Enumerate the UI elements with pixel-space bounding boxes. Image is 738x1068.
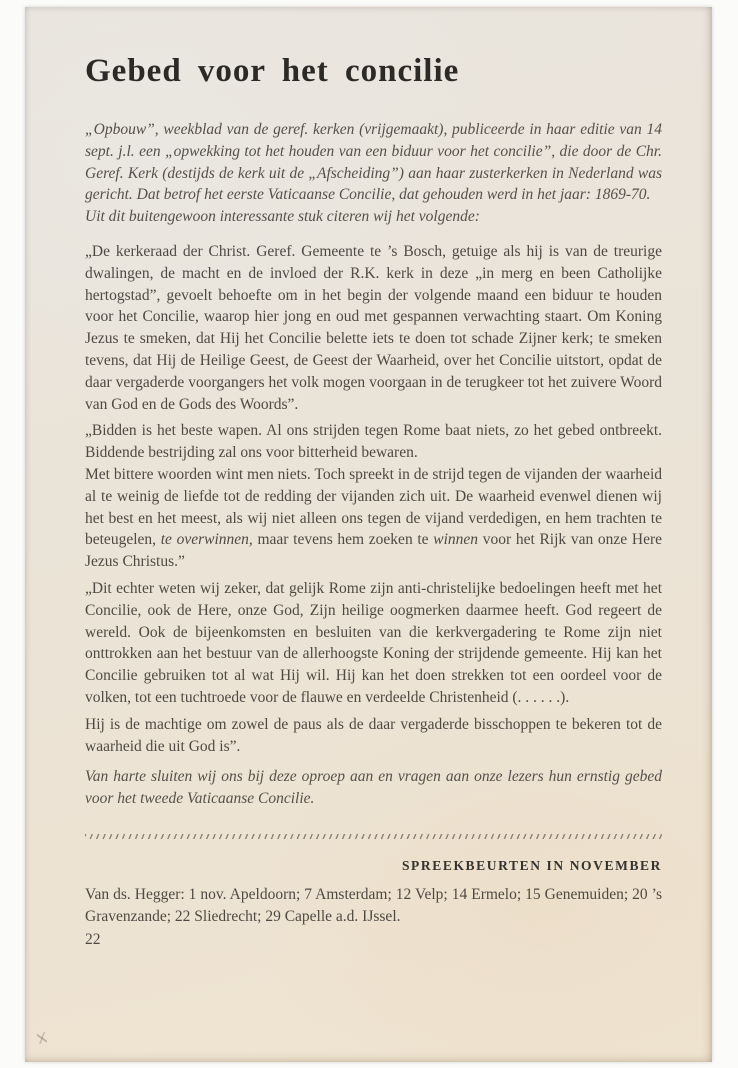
quote-paragraph-4: „Dit echter weten wij zeker, dat gelijk Rome zijn anti-christelijke bedoelingen heeft met het Concilie, ook de Here, onze God, Zijn heilige oogmerken daarmee heeft. God regeert de wereld. Ook de bijeenkomsten en besluiten van die kerkvergadering te Rome zijn niet onttrokken aan het bestuur van de allerhoogste Koning der strijdende gemeente. Hij kan het Concilie gebruiken tot al wat Hij wil. Hij kan het doen strekken tot een oordeel voor de volken, tot een tuchtroede voor de flauwe en verdeelde Christenheid (. . . . . .).	[85, 579, 662, 706]
intro-block	[85, 119, 662, 228]
text-segment: maar tevens hem zoeken te	[252, 531, 434, 549]
decorative-divider	[85, 834, 662, 839]
magazine-page	[25, 7, 712, 1062]
quote-paragraph-5: Hij is de machtige om zowel de paus als de daar vergaderde bisschoppen te bekeren tot de waarheid die uit God is”.	[85, 715, 662, 755]
quote-paragraph-1: „De kerkeraad der Christ. Geref. Gemeente te ’s Bosch, getuige als hij is van de treurige dwalingen, de macht en de invloed der R.K. kerk in deze „in merg en been Catholijke hertogstad”, gevoelt behoefte om in het begin der volgende maand een biduur te houden voor het Concilie, waarop hier jong en oud met gespannen verwachting staart. Om Koning Jezus te smeken, dat Hij het Concilie belette iets te doen tot schade Zijner kerk; te smeken tevens, dat Hij de Heilige Geest, de Geest der Waarheid, over het Concilie uitstort, opdat de daar vergaderde voorgangers het volk mogen voorgaan in de terugkeer tot het zuivere Woord van God en de Gods des Woords”.	[85, 242, 662, 413]
intro-paragraph-2: Uit dit buitengewoon interessante stuk citeren wij het volgende:	[85, 208, 480, 226]
emphasized-text-segment: winnen	[433, 531, 479, 549]
text-segment: voor het Rijk van onze Here Jezus Christus.”	[85, 531, 662, 571]
emphasized-text-segment: te overwinnen,	[160, 531, 253, 549]
intro-paragraph-1: „Opbouw”, weekblad van de geref. kerken (vrijgemaakt), publiceerde in haar editie van 14 sept. j.l. een „opwekking tot het houden van een biduur voor het concilie”, die door de Chr. Geref. Kerk (destijds de kerk uit de „Afscheiding”) aan haar zusterkerken in Nederland was gericht. Dat betrof het eerste Vaticaanse Concilie, dat gehouden werd in het jaar: 1869-70.	[85, 121, 662, 204]
closing-paragraph: Van harte sluiten wij ons bij deze oproep aan en vragen aan onze lezers hun ernstig gebed voor het tweede Vaticaanse Concilie.	[85, 768, 662, 808]
article-title: Gebed voor het concilie	[85, 53, 460, 89]
events-heading: SPREEKBEURTEN IN NOVEMBER	[401, 857, 662, 873]
scan-artifact-speck	[37, 1032, 47, 1044]
quote-paragraph-3	[85, 464, 662, 573]
page-number: 22	[85, 930, 101, 948]
text-segment: Met bittere woorden wint men niets. Toch spreekt in de strijd tegen de vijanden der waarheid al te weinig de liefde tot de redding der vijanden zich uit. De waarheid evenwel dienen wij het best en het meest, als wij niet alleen ons tegen de vijand verdedigen, en hem trachten te beteugelen,	[85, 465, 662, 549]
page-content	[25, 7, 712, 950]
events-text: Van ds. Hegger: 1 nov. Apeldoorn; 7 Amsterdam; 12 Velp; 14 Ermelo; 15 Genemuiden; 20 ’s Gravenzande; 22 Sliedrecht; 29 Capelle a.d. IJssel.	[85, 885, 662, 925]
quote-paragraph-2: „Bidden is het beste wapen. Al ons strijden tegen Rome baat niets, zo het gebed ontbreekt. Biddende bestrijding zal ons voor bitterheid bewaren.	[85, 422, 662, 462]
